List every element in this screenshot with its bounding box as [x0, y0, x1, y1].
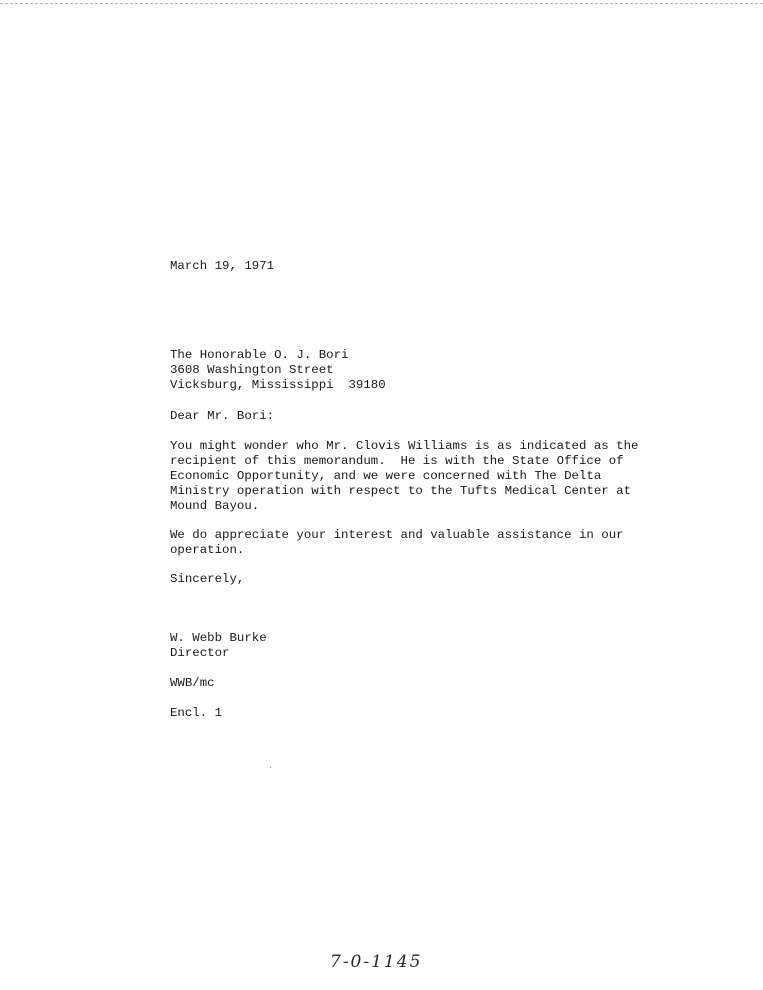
recipient-city: Vicksburg, Mississippi 39180 — [170, 378, 386, 392]
body-line: operation. — [170, 543, 245, 557]
body-line: Mound Bayou. — [170, 499, 260, 513]
body-line: Economic Opportunity, and we were concerned with The Delta — [170, 469, 602, 483]
typist-initials: WWB/mc — [170, 676, 215, 690]
enclosure-note: Encl. 1 — [170, 706, 223, 720]
handwritten-file-number: 7-0-1145 — [330, 952, 423, 972]
body-line: Ministry operation with respect to the Tufts Medical Center at — [170, 484, 632, 498]
recipient-name: The Honorable O. J. Bori — [170, 348, 349, 362]
scan-speck — [270, 767, 271, 768]
top-dashed-border — [0, 3, 763, 4]
body-line: You might wonder who Mr. Clovis Williams is as indicated as the — [170, 439, 639, 453]
salutation: Dear Mr. Bori: — [170, 409, 275, 423]
body-line: recipient of this memorandum. He is with the State Office of — [170, 454, 624, 468]
closing: Sincerely, — [170, 572, 245, 586]
body-paragraph-1 — [170, 439, 650, 514]
signer-title: Director — [170, 646, 230, 660]
body-paragraph-2 — [170, 528, 650, 558]
body-line: We do appreciate your interest and valuable assistance in our — [170, 528, 624, 542]
letter-date: March 19, 1971 — [170, 259, 275, 273]
signer-name: W. Webb Burke — [170, 631, 267, 645]
recipient-street: 3608 Washington Street — [170, 363, 334, 377]
